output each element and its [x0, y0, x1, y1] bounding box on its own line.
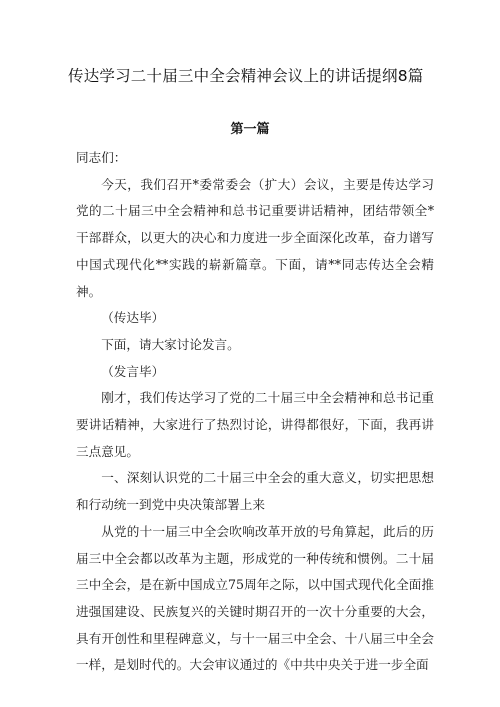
- body-paragraph: 从党的十一届三中全会吹响改革开放的号角算起，此后的历届三中全会都以改革为主题，形成党的一种传统和惯例。二十届三中全会，是在新中国成立75周年之际，以中国式现代化全面推进强国建设、民族复兴的关键时期召开的一次十分重要的大会，具有开创性和里程碑意义，与十一届三中全会、十八届三中全会一样，是划时代的。大会审议通过的《中共中央关于进一步全面: [76, 523, 434, 673]
- body-paragraph: 刚才，我们传达学习了党的二十届三中全会精神和总书记重要讲话精神，大家进行了热烈讨论，讲得都很好，下面，我再讲三点意见。: [76, 390, 434, 459]
- section-heading: 第一篇: [230, 122, 270, 137]
- body-paragraph: 下面，请大家讨论发言。: [101, 336, 240, 352]
- stage-note-paragraph: （传达毕）: [101, 310, 165, 326]
- point-heading-paragraph: 一、深刻认识党的二十届三中全会的重大意义，切实把思想和行动统一到党中央决策部署上来: [76, 470, 434, 513]
- salutation-paragraph: 同志们：: [76, 150, 127, 165]
- stage-note-paragraph: （发言毕）: [101, 363, 165, 379]
- body-paragraph: 今天，我们召开*委常委会（扩大）会议，主要是传达学习党的二十届三中全会精神和总书记重要讲话精神，团结带领全*干部群众，以更大的决心和力度进一步全面深化改革，奋力谱写中国式现代化**实践的崭新篇章。下面，请**同志传达全会精神。: [76, 176, 434, 299]
- document-title: 传达学习二十届三中全会精神会议上的讲话提纲8篇: [68, 67, 424, 85]
- document-body: [76, 145, 434, 679]
